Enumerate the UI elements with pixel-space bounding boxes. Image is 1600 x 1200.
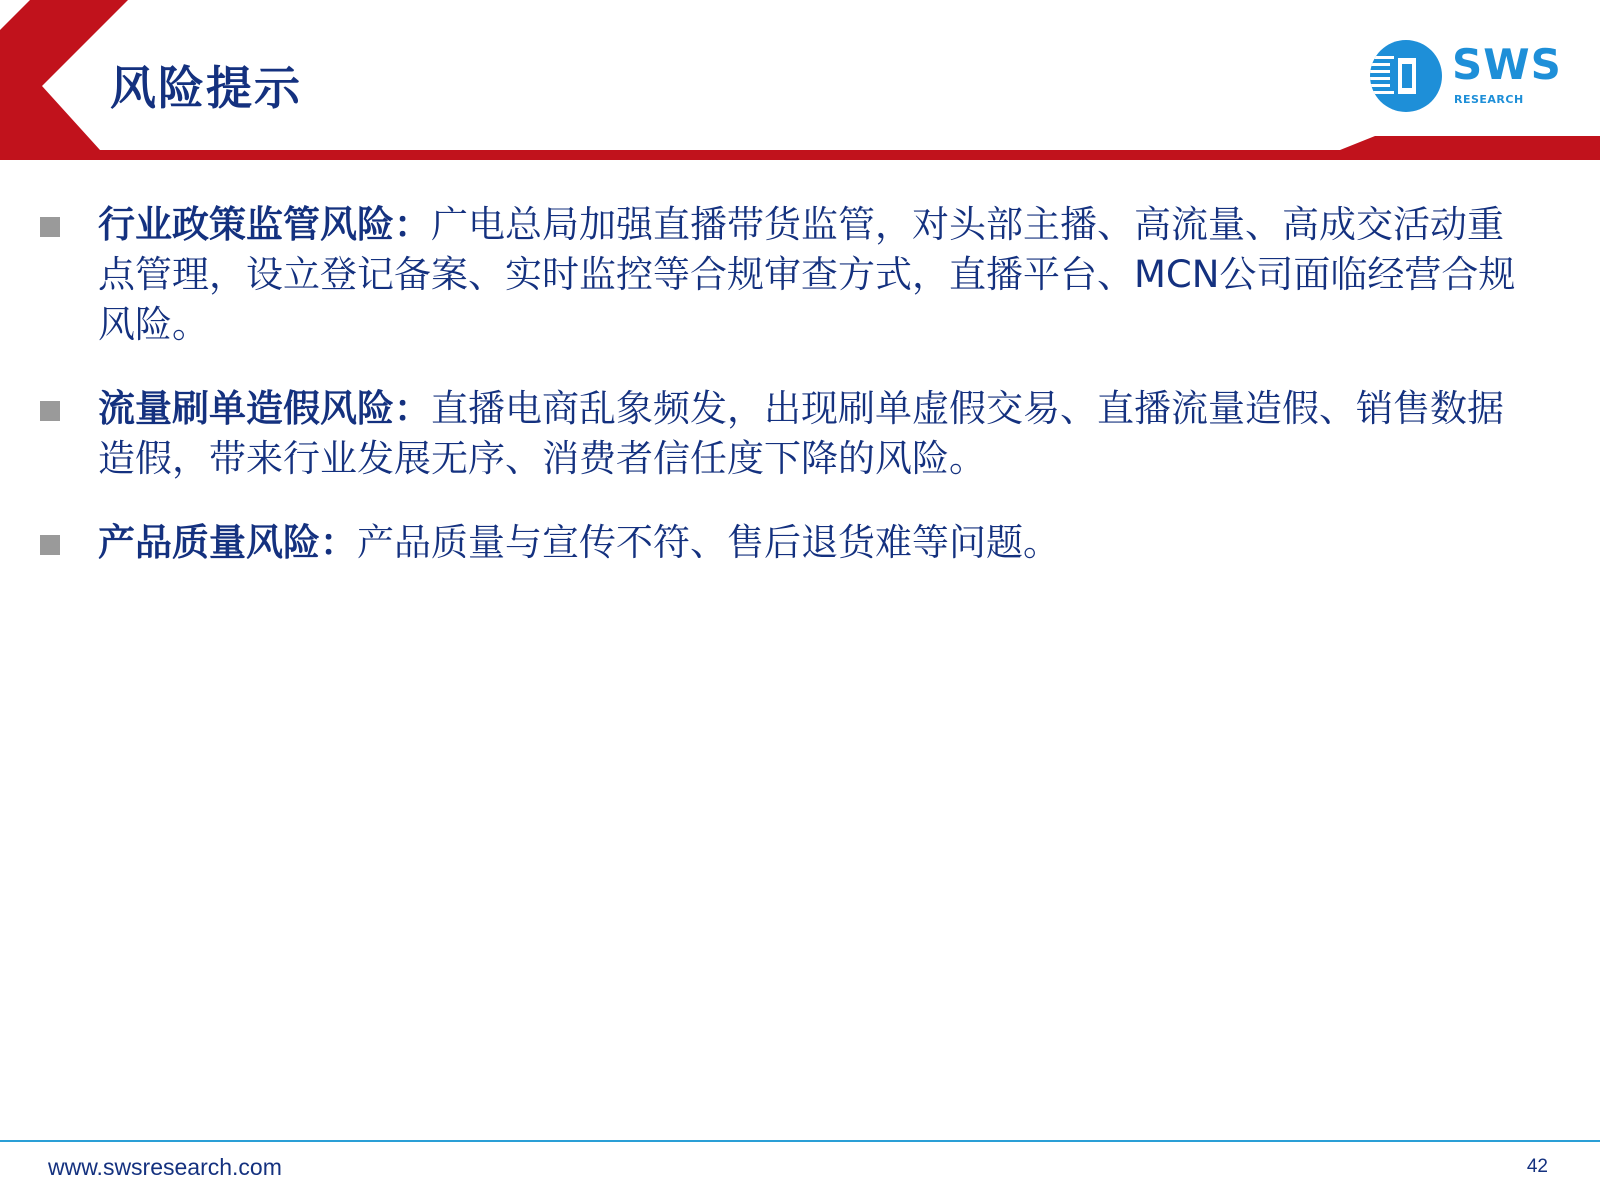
square-bullet-icon: [40, 535, 60, 555]
bullet-title: 行业政策监管风险：: [98, 203, 431, 246]
logo-name: SWS: [1452, 40, 1562, 89]
risk-list: [40, 200, 1520, 602]
footer-url: www.swsresearch.com: [48, 1154, 282, 1180]
bullet-title: 流量刷单造假风险：: [98, 387, 431, 430]
sws-logo-icon: [1368, 38, 1444, 114]
sws-research-logo: [1368, 38, 1568, 118]
square-bullet-icon: [40, 217, 60, 237]
list-item: [40, 384, 1520, 484]
bullet-body: 广电总局加强直播带货监管，对头部主播、高流量、高成交活动重点管理，设立登记备案、实时监控等合规审查方式，直播平台、MCN公司面临经营合规风险。: [98, 203, 1516, 346]
page-title: 风险提示: [110, 61, 302, 115]
bullet-body: 产品质量与宣传不符、售后退货难等问题。: [357, 521, 1060, 564]
list-item: [40, 518, 1520, 568]
bullet-title: 产品质量风险：: [98, 521, 357, 564]
logo-subtitle: RESEARCH: [1454, 93, 1524, 106]
square-bullet-icon: [40, 401, 60, 421]
bullet-body: 直播电商乱象频发，出现刷单虚假交易、直播流量造假、销售数据造假，带来行业发展无序、消费者信任度下降的风险。: [98, 387, 1504, 480]
footer-divider: [0, 1140, 1600, 1142]
list-item: [40, 200, 1520, 350]
page-number: 42: [1526, 1156, 1548, 1177]
